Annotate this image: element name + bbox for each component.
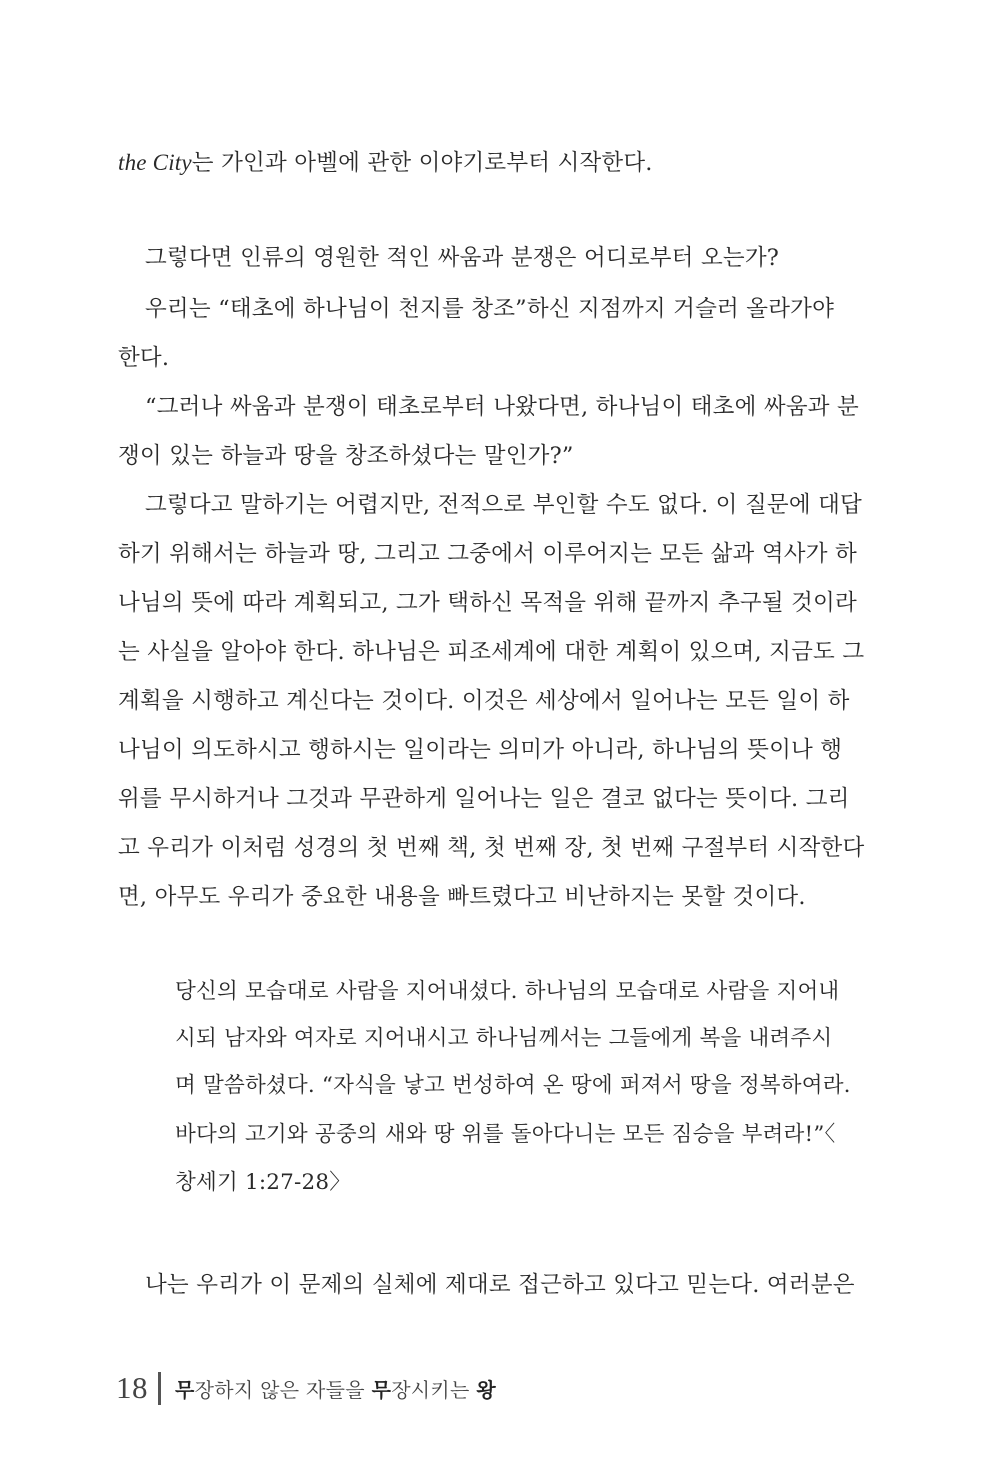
text-line: 고 우리가 이처럼 성경의 첫 번째 책, 첫 번째 장, 첫 번째 구절부터 시작한다	[118, 835, 865, 861]
text-line: 그렇다고 말하기는 어렵지만, 전적으로 부인할 수도 없다. 이 질문에 대답	[145, 492, 862, 518]
text-line: 나님의 뜻에 따라 계획되고, 그가 택하신 목적을 위해 끝까지 추구될 것이라	[118, 590, 857, 616]
text-line: “그러나 싸움과 분쟁이 태초로부터 나왔다면, 하나님이 태초에 싸움과 분	[145, 394, 859, 420]
quote-line: 시되 남자와 여자로 지어내시고 하나님께서는 그들에게 복을 내려주시	[175, 1026, 833, 1051]
text-line: 하기 위해서는 하늘과 땅, 그리고 그중에서 이루어지는 모든 삶과 역사가 하	[118, 541, 857, 567]
footer-divider	[158, 1372, 161, 1405]
page-footer	[116, 1368, 496, 1408]
quote-line: 바다의 고기와 공중의 새와 땅 위를 돌아다니는 모든 짐승을 부려라!”〈	[175, 1122, 836, 1147]
book-title-italic: the City	[118, 150, 192, 175]
text-line: 나는 우리가 이 문제의 실체에 제대로 접근하고 있다고 믿는다. 여러분은	[145, 1272, 855, 1298]
quote-line: 당신의 모습대로 사람을 지어내셨다. 하나님의 모습대로 사람을 지어내	[175, 979, 840, 1004]
quote-line: 며 말씀하셨다. “자식을 낳고 번성하여 온 땅에 퍼져서 땅을 정복하여라.	[175, 1073, 851, 1098]
title-bold-char: 무	[371, 1377, 392, 1402]
text-line: 그렇다면 인류의 영원한 적인 싸움과 분쟁은 어디로부터 오는가?	[145, 245, 780, 271]
running-book-title	[175, 1374, 496, 1403]
title-bold-char: 왕	[476, 1377, 496, 1402]
text-line: 는 사실을 알아야 한다. 하나님은 피조세계에 대한 계획이 있으며, 지금도 그	[118, 639, 865, 665]
text-line	[118, 148, 653, 178]
title-bold-char: 무	[175, 1377, 195, 1402]
text-line: 쟁이 있는 하늘과 땅을 창조하셨다는 말인가?”	[118, 443, 574, 469]
quote-citation: 창세기 1:27-28〉	[175, 1170, 351, 1195]
text-line: 위를 무시하거나 그것과 무관하게 일어나는 일은 결코 없다는 뜻이다. 그리	[118, 786, 850, 812]
page-number: 18	[116, 1370, 148, 1405]
title-text: 장하지 않은 자들을	[194, 1377, 372, 1402]
text-line: 면, 아무도 우리가 중요한 내용을 빠트렸다고 비난하지는 못할 것이다.	[118, 884, 806, 910]
text-span: 는 가인과 아벨에 관한 이야기로부터 시작한다.	[191, 150, 653, 176]
text-line: 우리는 “태초에 하나님이 천지를 창조”하신 지점까지 거슬러 올라가야	[145, 296, 835, 322]
text-line: 계획을 시행하고 계신다는 것이다. 이것은 세상에서 일어나는 모든 일이 하	[118, 688, 850, 714]
text-line: 나님이 의도하시고 행하시는 일이라는 의미가 아니라, 하나님의 뜻이나 행	[118, 737, 843, 763]
title-text: 장시키는	[391, 1377, 477, 1402]
text-line: 한다.	[118, 345, 170, 371]
